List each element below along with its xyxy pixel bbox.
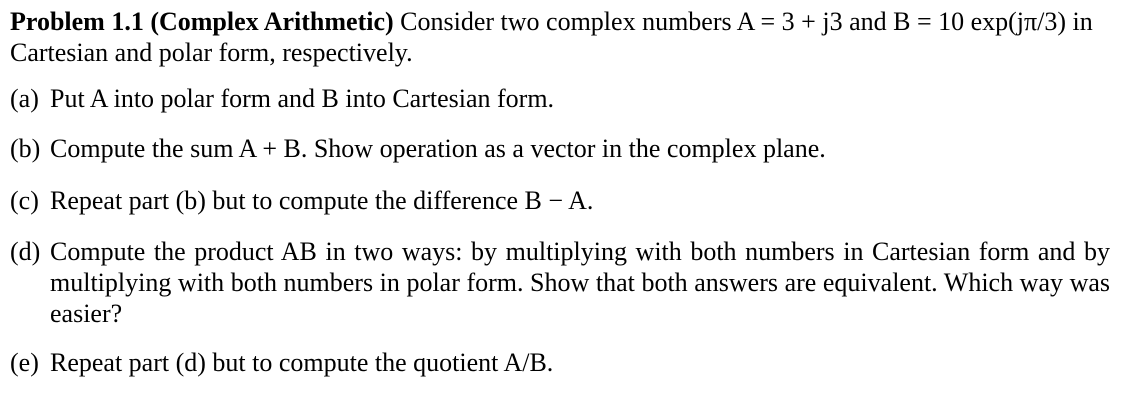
part-a-text: Put A into polar form and B into Cartesian form. bbox=[50, 84, 555, 113]
part-a bbox=[10, 83, 1110, 114]
problem-intro-text: Consider two complex numbers A = 3 + j3 and B = 10 exp(jπ/3) in Cartesian and polar form, respectively. bbox=[10, 7, 1093, 67]
part-e-text: Repeat part (d) but to compute the quotient A/B. bbox=[50, 348, 554, 377]
problem-document bbox=[10, 6, 1110, 378]
part-a-label: (a) bbox=[10, 84, 39, 113]
part-e bbox=[10, 347, 1110, 378]
part-b-text: Compute the sum A + B. Show operation as a vector in the complex plane. bbox=[50, 134, 826, 163]
problem-statement bbox=[10, 6, 1110, 68]
problem-parts-list bbox=[10, 83, 1110, 378]
part-d-label: (d) bbox=[10, 237, 41, 266]
part-d-text: Compute the product AB in two ways: by multiplying with both numbers in Cartesian form and by multiplying with both numbers in polar form. Show that both answers are equivalent. Which way was easier? bbox=[50, 237, 1110, 328]
part-c bbox=[10, 185, 1110, 216]
problem-title: Problem 1.1 (Complex Arithmetic) bbox=[10, 7, 394, 36]
part-c-label: (c) bbox=[10, 186, 39, 215]
part-b bbox=[10, 133, 1110, 164]
part-c-text: Repeat part (b) but to compute the difference B − A. bbox=[50, 186, 594, 215]
part-d bbox=[10, 236, 1110, 329]
part-e-label: (e) bbox=[10, 348, 39, 377]
part-b-label: (b) bbox=[10, 134, 41, 163]
